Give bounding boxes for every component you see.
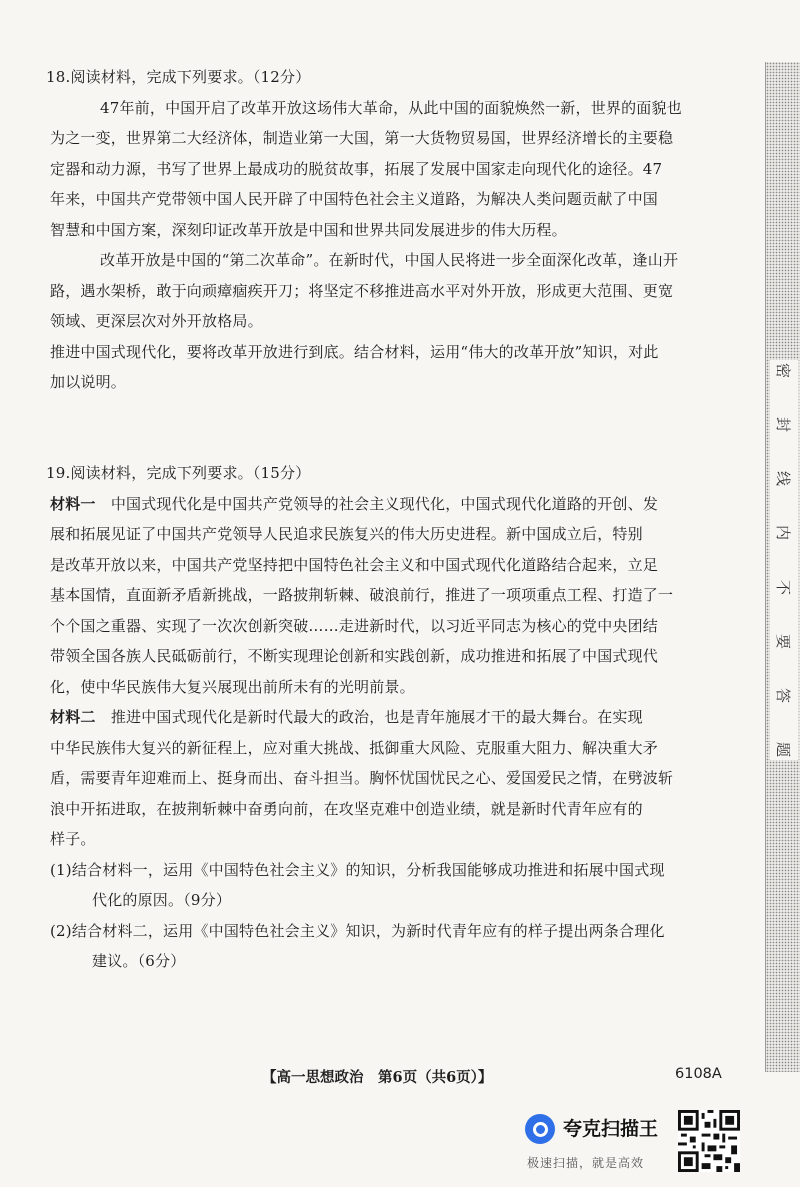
material-text: 推进中国式现代化是新时代最大的政治，也是青年施展才干的最大舞台。在实现	[110, 708, 643, 726]
question-19	[46, 458, 720, 977]
question-prompt: 推进中国式现代化，要将改革开放进行到底。结合材料，运用“伟大的改革开放”知识，对此	[50, 342, 659, 361]
material-label: 材料二	[50, 708, 96, 726]
material-line: 47年前，中国开启了改革开放这场伟大革命，从此中国的面貌焕然一新，世界的面貌也	[100, 98, 682, 117]
material-line: 定器和动力源，书写了世界上最成功的脱贫故事，拓展了发展中国家走向现代化的途径。47	[50, 159, 663, 178]
scanner-logo-icon	[525, 1114, 555, 1144]
material-line: 个个国之重器、实现了一次次创新突破……走进新时代，以习近平同志为核心的党中央团结	[50, 616, 659, 635]
sub-question-2: (2)结合材料二，运用《中国特色社会主义》知识，为新时代青年应有的样子提出两条合理化	[50, 921, 665, 940]
material-line: 为之一变，世界第二大经济体，制造业第一大国，第一大货物贸易国，世界经济增长的主要稳	[50, 129, 674, 147]
page-footer	[0, 1066, 800, 1094]
material-line: 样子。	[50, 830, 96, 848]
material-line: 领域、更深层次对外开放格局。	[50, 312, 263, 330]
material-line	[50, 489, 720, 520]
strip-char: 答	[774, 687, 793, 703]
material-line: 改革开放是中国的“第二次革命”。在新时代，中国人民将进一步全面深化改革，逢山开	[100, 251, 679, 269]
watermark-subtitle: 极速扫描，就是高效	[527, 1156, 645, 1170]
question-prompt: 加以说明。	[50, 373, 127, 391]
sub-question-1: 代化的原因。（9分）	[92, 891, 232, 909]
material-text: 中国式现代化是中国共产党领导的社会主义现代化，中国式现代化道路的开创、发	[110, 494, 659, 513]
sub-question-2: 建议。（6分）	[92, 952, 186, 970]
question-18	[46, 62, 720, 398]
binding-strip-text	[770, 360, 798, 760]
strip-char: 题	[774, 741, 793, 757]
strip-char: 不	[774, 579, 793, 595]
material-line: 路，遇水架桥，敢于向顽瘴痼疾开刀；将坚定不移推进高水平对外开放，形成更大范围、更宽	[50, 281, 674, 300]
material-line: 年来，中国共产党带领中国人民开辟了中国特色社会主义道路，为解决人类问题贡献了中国	[50, 190, 659, 208]
strip-char: 线	[774, 471, 793, 487]
material-line	[50, 702, 720, 733]
material-line: 浪中开拓进取，在披荆斩棘中奋勇向前，在攻坚克难中创造业绩，就是新时代青年应有的	[50, 799, 643, 818]
material-line: 是改革开放以来，中国共产党坚持把中国特色社会主义和中国式现代化道路结合起来，立足	[50, 555, 659, 574]
strip-char: 内	[774, 525, 793, 541]
material-label: 材料一	[50, 494, 96, 513]
question-heading: 19.阅读材料，完成下列要求。（15分）	[46, 464, 311, 482]
material-line: 基本国情，直面新矛盾新挑战，一路披荆斩棘、破浪前行，推进了一项项重点工程、打造了一	[50, 586, 674, 604]
strip-char: 封	[774, 417, 793, 433]
strip-char: 密	[774, 362, 793, 379]
strip-char: 要	[774, 633, 793, 649]
footer-page-info: 【高一思想政治 第6页（共6页）】	[262, 1069, 493, 1086]
footer-code: 6108A	[675, 1066, 722, 1082]
material-line: 中华民族伟大复兴的新征程上，应对重大挑战、抵御重大风险、克服重大阻力、解决重大矛	[50, 738, 659, 757]
material-line: 展和拓展见证了中国共产党领导人民追求民族复兴的伟大历史进程。新中国成立后，特别	[50, 525, 643, 543]
material-line: 智慧和中国方案，深刻印证改革开放是中国和世界共同发展进步的伟大历程。	[50, 220, 567, 239]
watermark-title: 夸克扫描王	[563, 1118, 659, 1140]
scanner-watermark	[525, 1110, 755, 1180]
qr-code-icon	[678, 1110, 740, 1172]
material-line: 带领全国各族人民砥砺前行，不断实现理论创新和实践创新，成功推进和拓展了中国式现代	[50, 647, 659, 665]
question-heading: 18.阅读材料，完成下列要求。（12分）	[46, 68, 311, 86]
material-line: 盾，需要青年迎难而上、挺身而出、奋斗担当。胸怀忧国忧民之心、爱国爱民之情，在劈波斩	[50, 769, 674, 787]
sub-question-1: (1)结合材料一，运用《中国特色社会主义》的知识，分析我国能够成功推进和拓展中国式现	[50, 860, 665, 879]
material-line: 化，使中华民族伟大复兴展现出前所未有的光明前景。	[50, 677, 415, 696]
